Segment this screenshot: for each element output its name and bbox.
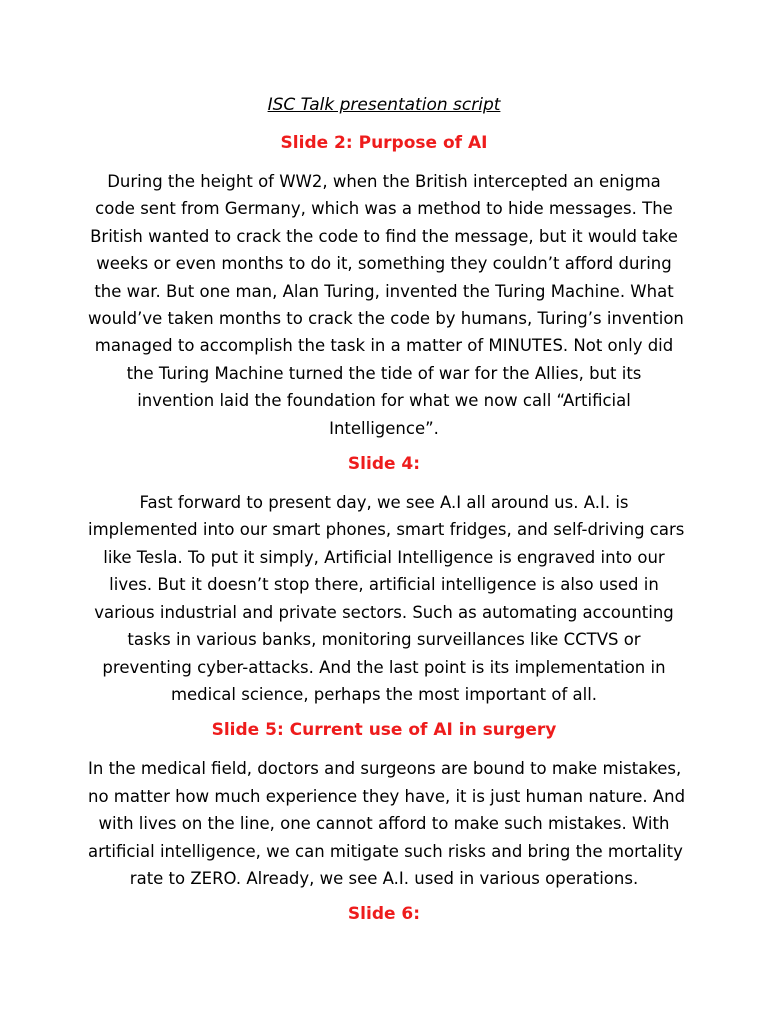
text-line: code sent from Germany, which was a method to hide messages. The <box>95 199 673 219</box>
section-slide-5 <box>88 718 686 892</box>
paragraph <box>88 489 685 708</box>
text-line: would’ve taken months to crack the code by humans, Turing’s invention <box>88 309 684 329</box>
section-slide-2 <box>88 131 684 442</box>
text-line: the Turing Machine turned the tide of war for the Allies, but its <box>126 363 642 383</box>
text-line: the war. But one man, Alan Turing, invented the Turing Machine. What <box>94 281 674 301</box>
text-line: like Tesla. To put it simply, Artificial Intelligence is engraved into our <box>103 547 665 567</box>
text-line: with lives on the line, one cannot afford to make such mistakes. With <box>98 814 670 834</box>
text-line: medical science, perhaps the most important of all. <box>170 684 598 704</box>
text-line: various industrial and private sectors. Such as automating accounting <box>94 602 674 622</box>
text-line: preventing cyber-attacks. And the last point is its implementation in <box>102 657 666 677</box>
slide-heading: Slide 5: Current use of AI in surgery <box>211 720 557 741</box>
text-line: weeks or even months to do it, something they couldn’t afford during <box>96 254 672 274</box>
slide-heading: Slide 4: <box>347 454 421 475</box>
paragraph <box>88 755 686 892</box>
text-line: no matter how much experience they have, it is just human nature. And <box>88 786 686 806</box>
text-line: artificial intelligence, we can mitigate such risks and bring the mortality <box>88 841 683 861</box>
document-body <box>88 92 686 939</box>
text-line: During the height of WW2, when the British intercepted an enigma <box>107 172 661 191</box>
text-line: Fast forward to present day, we see A.I all around us. A.I. is <box>139 493 629 513</box>
text-line: British wanted to crack the code to find the message, but it would take <box>90 226 678 246</box>
slide-heading: Slide 6: <box>347 904 421 925</box>
section-slide-4 <box>88 452 685 708</box>
section-slide-6 <box>88 902 680 927</box>
text-line: invention laid the foundation for what we now call “Artificial <box>137 391 631 411</box>
text-line: lives. But it doesn’t stop there, artificial intelligence is also used in <box>109 575 659 595</box>
slide-heading: Slide 2: Purpose of AI <box>280 133 488 153</box>
paragraph <box>88 168 684 442</box>
text-line: implemented into our smart phones, smart fridges, and self-driving cars <box>88 520 685 540</box>
text-line: managed to accomplish the task in a matter of MINUTES. Not only did <box>94 336 674 356</box>
document-title: ISC Talk presentation script <box>267 95 501 115</box>
text-line: Intelligence”. <box>329 418 439 438</box>
text-line: In the medical field, doctors and surgeons are bound to make mistakes, <box>88 759 682 779</box>
text-line: tasks in various banks, monitoring surveillances like CCTVS or <box>127 630 641 650</box>
text-line: rate to ZERO. Already, we see A.I. used in various operations. <box>129 868 639 888</box>
